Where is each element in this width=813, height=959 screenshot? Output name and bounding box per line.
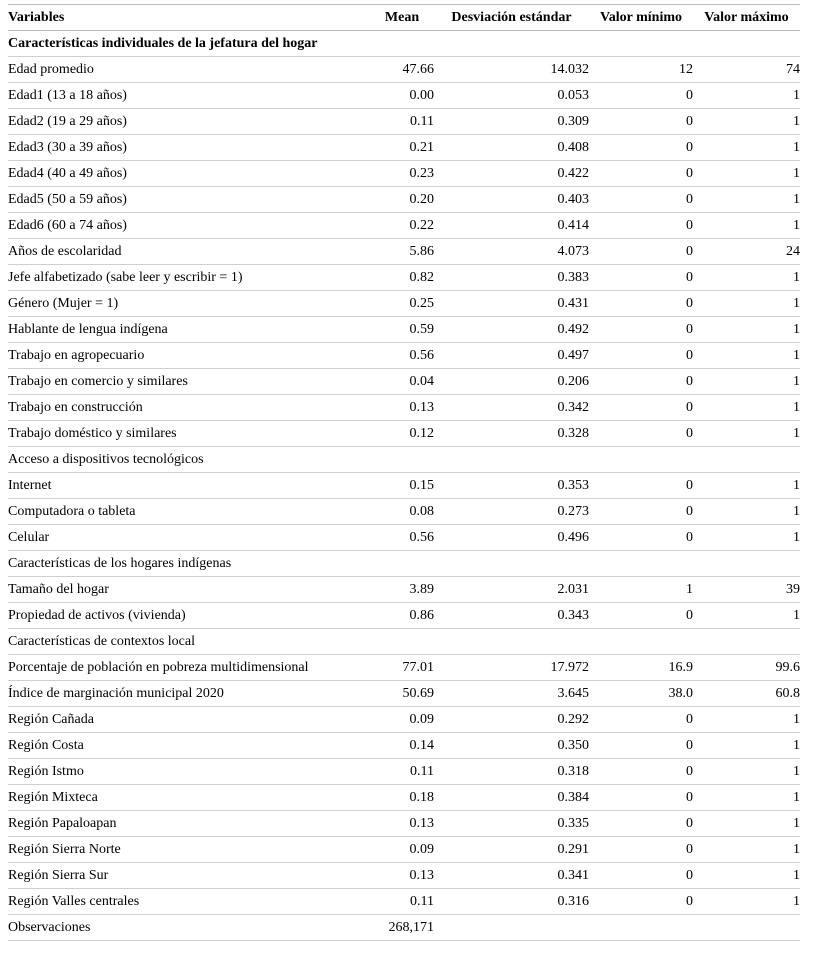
mean-cell: 0.13 <box>370 811 434 837</box>
sd-cell: 2.031 <box>434 577 589 603</box>
sd-cell: 0.403 <box>434 187 589 213</box>
table-row <box>8 525 800 551</box>
min-cell: 12 <box>589 57 693 83</box>
max-cell: 24 <box>693 239 800 265</box>
table-row <box>8 369 800 395</box>
mean-cell: 0.13 <box>370 863 434 889</box>
variable-cell: Características de los hogares indígenas <box>8 551 370 577</box>
sd-cell: 0.206 <box>434 369 589 395</box>
table-row <box>8 473 800 499</box>
mean-cell <box>370 447 434 473</box>
section-row <box>8 447 800 473</box>
max-cell: 39 <box>693 577 800 603</box>
variable-cell: Región Papaloapan <box>8 811 370 837</box>
table-row <box>8 343 800 369</box>
variable-cell: Celular <box>8 525 370 551</box>
mean-cell: 0.09 <box>370 837 434 863</box>
min-cell: 0 <box>589 421 693 447</box>
variable-cell: Porcentaje de población en pobreza multidimensional <box>8 655 370 681</box>
mean-cell: 0.11 <box>370 759 434 785</box>
sd-cell: 0.053 <box>434 83 589 109</box>
min-cell: 0 <box>589 369 693 395</box>
max-cell: 1 <box>693 707 800 733</box>
min-cell: 0 <box>589 161 693 187</box>
sd-cell: 0.292 <box>434 707 589 733</box>
sd-cell <box>434 629 589 655</box>
sd-cell: 0.353 <box>434 473 589 499</box>
mean-cell: 268,171 <box>370 915 434 941</box>
variable-cell: Región Sierra Norte <box>8 837 370 863</box>
variable-cell: Trabajo en agropecuario <box>8 343 370 369</box>
max-cell <box>693 629 800 655</box>
descriptive-stats-table <box>8 4 800 941</box>
variable-cell: Edad1 (13 a 18 años) <box>8 83 370 109</box>
min-cell: 0 <box>589 707 693 733</box>
sd-cell: 0.291 <box>434 837 589 863</box>
min-cell: 0 <box>589 83 693 109</box>
table-row <box>8 577 800 603</box>
variable-cell: Trabajo en comercio y similares <box>8 369 370 395</box>
sd-cell <box>434 31 589 57</box>
sd-cell: 0.341 <box>434 863 589 889</box>
sd-cell: 0.343 <box>434 603 589 629</box>
mean-cell: 0.15 <box>370 473 434 499</box>
sd-cell <box>434 551 589 577</box>
max-cell: 1 <box>693 135 800 161</box>
variable-cell: Características de contextos local <box>8 629 370 655</box>
table-row <box>8 239 800 265</box>
variable-cell: Propiedad de activos (vivienda) <box>8 603 370 629</box>
table-row <box>8 421 800 447</box>
max-cell <box>693 915 800 941</box>
variable-cell: Género (Mujer = 1) <box>8 291 370 317</box>
mean-cell: 77.01 <box>370 655 434 681</box>
variable-cell: Internet <box>8 473 370 499</box>
variable-cell: Hablante de lengua indígena <box>8 317 370 343</box>
max-cell: 1 <box>693 317 800 343</box>
variable-cell: Trabajo en construcción <box>8 395 370 421</box>
max-cell: 1 <box>693 109 800 135</box>
min-cell: 0 <box>589 733 693 759</box>
mean-cell: 3.89 <box>370 577 434 603</box>
sd-cell: 0.335 <box>434 811 589 837</box>
max-cell: 1 <box>693 603 800 629</box>
column-header-variables: Variables <box>8 5 370 31</box>
max-cell: 74 <box>693 57 800 83</box>
sd-cell: 0.431 <box>434 291 589 317</box>
min-cell: 0 <box>589 837 693 863</box>
min-cell: 0 <box>589 525 693 551</box>
max-cell: 1 <box>693 811 800 837</box>
sd-cell: 0.316 <box>434 889 589 915</box>
variable-cell: Jefe alfabetizado (sabe leer y escribir = 1) <box>8 265 370 291</box>
min-cell: 0 <box>589 187 693 213</box>
sd-cell: 3.645 <box>434 681 589 707</box>
mean-cell: 0.04 <box>370 369 434 395</box>
table-row <box>8 291 800 317</box>
mean-cell <box>370 629 434 655</box>
table-row <box>8 57 800 83</box>
variable-cell: Trabajo doméstico y similares <box>8 421 370 447</box>
max-cell: 1 <box>693 395 800 421</box>
mean-cell: 5.86 <box>370 239 434 265</box>
min-cell: 0 <box>589 265 693 291</box>
min-cell: 0 <box>589 603 693 629</box>
min-cell <box>589 447 693 473</box>
table-row <box>8 681 800 707</box>
max-cell: 1 <box>693 213 800 239</box>
mean-cell: 47.66 <box>370 57 434 83</box>
variable-cell: Región Sierra Sur <box>8 863 370 889</box>
sd-cell: 0.309 <box>434 109 589 135</box>
max-cell: 1 <box>693 369 800 395</box>
mean-cell: 0.00 <box>370 83 434 109</box>
mean-cell: 0.20 <box>370 187 434 213</box>
sd-cell: 4.073 <box>434 239 589 265</box>
table-row <box>8 499 800 525</box>
max-cell: 1 <box>693 863 800 889</box>
mean-cell: 0.56 <box>370 525 434 551</box>
min-cell: 0 <box>589 759 693 785</box>
table-row <box>8 187 800 213</box>
max-cell: 1 <box>693 421 800 447</box>
sd-cell: 0.384 <box>434 785 589 811</box>
max-cell: 1 <box>693 837 800 863</box>
table-row <box>8 655 800 681</box>
min-cell: 0 <box>589 213 693 239</box>
mean-cell: 0.25 <box>370 291 434 317</box>
table-header <box>8 5 800 31</box>
variable-cell: Años de escolaridad <box>8 239 370 265</box>
max-cell: 1 <box>693 759 800 785</box>
sd-cell: 0.328 <box>434 421 589 447</box>
mean-cell: 0.09 <box>370 707 434 733</box>
variable-cell: Índice de marginación municipal 2020 <box>8 681 370 707</box>
column-header-mean: Mean <box>370 5 434 31</box>
variable-cell: Acceso a dispositivos tecnológicos <box>8 447 370 473</box>
sd-cell: 0.414 <box>434 213 589 239</box>
table-row <box>8 915 800 941</box>
max-cell: 1 <box>693 473 800 499</box>
variable-cell: Edad4 (40 a 49 años) <box>8 161 370 187</box>
column-header-max: Valor máximo <box>693 5 800 31</box>
table-row <box>8 889 800 915</box>
sd-cell: 0.408 <box>434 135 589 161</box>
sd-cell: 0.342 <box>434 395 589 421</box>
max-cell: 1 <box>693 83 800 109</box>
mean-cell: 0.13 <box>370 395 434 421</box>
min-cell: 0 <box>589 863 693 889</box>
max-cell <box>693 447 800 473</box>
variable-cell: Edad3 (30 a 39 años) <box>8 135 370 161</box>
variable-cell: Región Mixteca <box>8 785 370 811</box>
min-cell: 0 <box>589 291 693 317</box>
table-row <box>8 863 800 889</box>
sd-cell <box>434 915 589 941</box>
min-cell: 0 <box>589 317 693 343</box>
min-cell: 0 <box>589 473 693 499</box>
min-cell <box>589 629 693 655</box>
mean-cell <box>370 31 434 57</box>
min-cell: 1 <box>589 577 693 603</box>
max-cell: 1 <box>693 889 800 915</box>
variable-cell: Tamaño del hogar <box>8 577 370 603</box>
min-cell: 0 <box>589 785 693 811</box>
table-row <box>8 837 800 863</box>
mean-cell: 0.22 <box>370 213 434 239</box>
table-row <box>8 317 800 343</box>
mean-cell: 0.08 <box>370 499 434 525</box>
column-header-min: Valor mínimo <box>589 5 693 31</box>
max-cell: 1 <box>693 733 800 759</box>
mean-cell: 0.56 <box>370 343 434 369</box>
table-row <box>8 785 800 811</box>
table-row <box>8 265 800 291</box>
max-cell: 1 <box>693 187 800 213</box>
sd-cell: 0.497 <box>434 343 589 369</box>
table-body <box>8 31 800 941</box>
mean-cell: 0.14 <box>370 733 434 759</box>
max-cell <box>693 31 800 57</box>
min-cell: 0 <box>589 395 693 421</box>
variable-cell: Región Istmo <box>8 759 370 785</box>
variable-cell: Edad6 (60 a 74 años) <box>8 213 370 239</box>
section-row <box>8 31 800 57</box>
column-header-sd: Desviación estándar <box>434 5 589 31</box>
variable-cell: Edad2 (19 a 29 años) <box>8 109 370 135</box>
variable-cell: Características individuales de la jefatura del hogar <box>8 31 370 57</box>
table-row <box>8 213 800 239</box>
mean-cell: 0.12 <box>370 421 434 447</box>
sd-cell: 0.350 <box>434 733 589 759</box>
section-row <box>8 551 800 577</box>
min-cell: 0 <box>589 109 693 135</box>
table-row <box>8 83 800 109</box>
table-row <box>8 603 800 629</box>
mean-cell: 0.59 <box>370 317 434 343</box>
variable-cell: Computadora o tableta <box>8 499 370 525</box>
table-row <box>8 811 800 837</box>
table-row <box>8 109 800 135</box>
min-cell: 0 <box>589 239 693 265</box>
table-row <box>8 161 800 187</box>
max-cell: 1 <box>693 265 800 291</box>
mean-cell: 50.69 <box>370 681 434 707</box>
max-cell: 1 <box>693 525 800 551</box>
table-row <box>8 759 800 785</box>
sd-cell: 14.032 <box>434 57 589 83</box>
table-row <box>8 135 800 161</box>
mean-cell: 0.82 <box>370 265 434 291</box>
max-cell: 1 <box>693 291 800 317</box>
min-cell: 38.0 <box>589 681 693 707</box>
sd-cell: 0.492 <box>434 317 589 343</box>
header-row <box>8 5 800 31</box>
table-row <box>8 733 800 759</box>
sd-cell: 0.318 <box>434 759 589 785</box>
max-cell: 1 <box>693 785 800 811</box>
min-cell: 0 <box>589 499 693 525</box>
section-row <box>8 629 800 655</box>
sd-cell <box>434 447 589 473</box>
variable-cell: Región Costa <box>8 733 370 759</box>
mean-cell: 0.11 <box>370 109 434 135</box>
min-cell: 16.9 <box>589 655 693 681</box>
table-row <box>8 707 800 733</box>
mean-cell <box>370 551 434 577</box>
max-cell: 60.8 <box>693 681 800 707</box>
variable-cell: Observaciones <box>8 915 370 941</box>
sd-cell: 0.383 <box>434 265 589 291</box>
max-cell: 1 <box>693 499 800 525</box>
variable-cell: Edad promedio <box>8 57 370 83</box>
variable-cell: Edad5 (50 a 59 años) <box>8 187 370 213</box>
table-row <box>8 395 800 421</box>
variable-cell: Región Cañada <box>8 707 370 733</box>
sd-cell: 17.972 <box>434 655 589 681</box>
sd-cell: 0.273 <box>434 499 589 525</box>
min-cell <box>589 915 693 941</box>
sd-cell: 0.422 <box>434 161 589 187</box>
min-cell: 0 <box>589 135 693 161</box>
min-cell: 0 <box>589 343 693 369</box>
min-cell <box>589 31 693 57</box>
max-cell: 1 <box>693 161 800 187</box>
mean-cell: 0.18 <box>370 785 434 811</box>
mean-cell: 0.86 <box>370 603 434 629</box>
sd-cell: 0.496 <box>434 525 589 551</box>
min-cell: 0 <box>589 811 693 837</box>
mean-cell: 0.11 <box>370 889 434 915</box>
mean-cell: 0.23 <box>370 161 434 187</box>
min-cell: 0 <box>589 889 693 915</box>
max-cell: 1 <box>693 343 800 369</box>
min-cell <box>589 551 693 577</box>
max-cell: 99.6 <box>693 655 800 681</box>
mean-cell: 0.21 <box>370 135 434 161</box>
max-cell <box>693 551 800 577</box>
variable-cell: Región Valles centrales <box>8 889 370 915</box>
